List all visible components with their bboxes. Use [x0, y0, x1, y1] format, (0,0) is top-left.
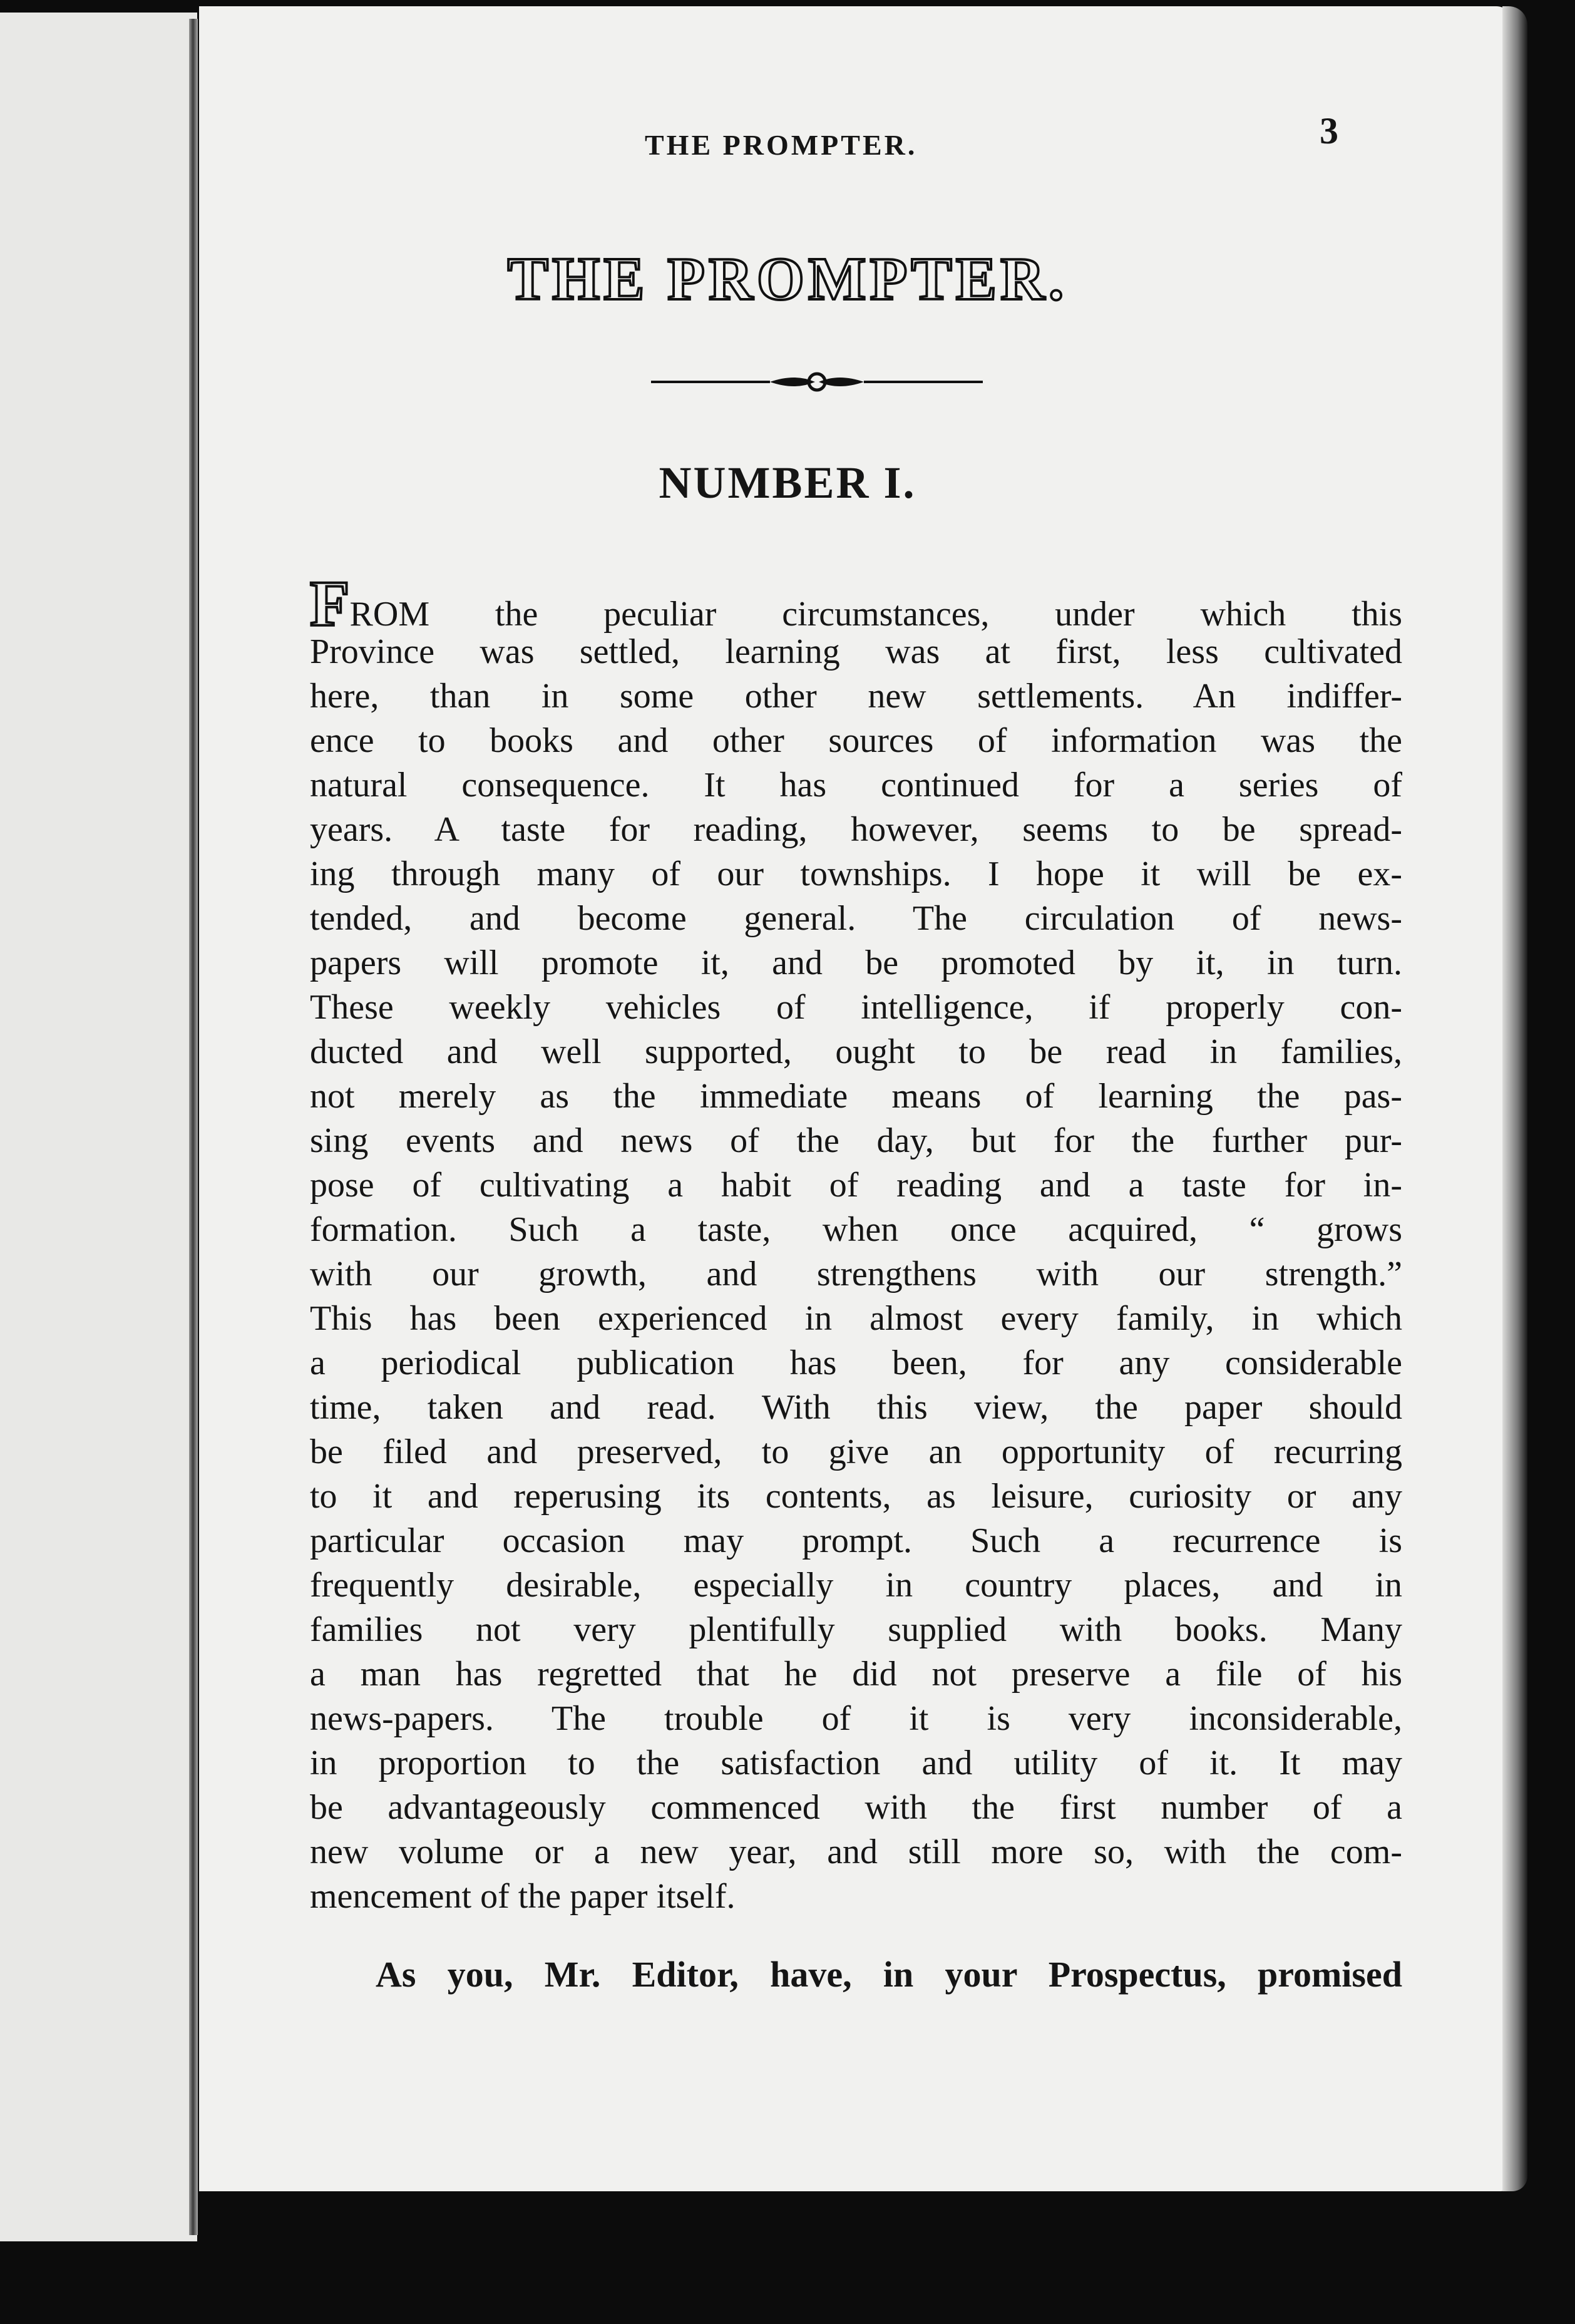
body-line: a periodical publication has been, for any considerable	[310, 1344, 1402, 1382]
body-line: frequently desirable, especially in country places, and in	[310, 1566, 1402, 1605]
facing-page-margin	[0, 13, 197, 2241]
body-line: particular occasion may prompt. Such a recurrence is	[310, 1521, 1402, 1560]
body-line: years. A taste for reading, however, seems to be spread-	[310, 810, 1402, 849]
body-line: natural consequence. It has continued for a series of	[310, 766, 1402, 805]
paragraph-start-line: As you, Mr. Editor, have, in your Prospectus, promised	[376, 1954, 1402, 1995]
body-line: be filed and preserved, to give an opportunity of recurring	[310, 1432, 1402, 1471]
body-line: papers will promote it, and be promoted by it, in turn.	[310, 943, 1402, 982]
body-line: pose of cultivating a habit of reading and a taste for in-	[310, 1166, 1402, 1205]
body-line: ducted and well supported, ought to be read in families,	[310, 1032, 1402, 1071]
body-line: families not very plentifully supplied with books. Many	[310, 1610, 1402, 1649]
body-text	[310, 568, 1402, 1919]
body-line: ing through many of our townships. I hope it will be ex-	[310, 855, 1402, 893]
body-line: These weekly vehicles of intelligence, if properly con-	[310, 988, 1402, 1027]
page-number: 3	[1320, 110, 1338, 152]
body-line: here, than in some other new settlements. An indiffer-	[310, 677, 1402, 716]
page-title: THE PROMPTER.	[507, 245, 1068, 313]
body-line: be advantageously commenced with the first number of a	[310, 1788, 1402, 1827]
ornament-rule-icon	[651, 363, 983, 401]
body-line: new volume or a new year, and still more so, with the com-	[310, 1833, 1402, 1871]
body-line: ence to books and other sources of information was the	[310, 721, 1402, 760]
running-head: THE PROMPTER.	[645, 129, 918, 161]
body-line: to it and reperusing its contents, as leisure, curiosity or any	[310, 1477, 1402, 1516]
body-line: news-papers. The trouble of it is very inconsiderable,	[310, 1699, 1402, 1738]
body-line: formation. Such a taste, when once acquired, “ grows	[310, 1210, 1402, 1249]
body-line: tended, and become general. The circulation of news-	[310, 899, 1402, 938]
section-heading: NUMBER I.	[659, 458, 916, 508]
body-line: not merely as the immediate means of learning the pas-	[310, 1077, 1402, 1116]
body-line: with our growth, and strengthens with our strength.”	[310, 1255, 1402, 1293]
body-line: time, taken and read. With this view, the paper should	[310, 1388, 1402, 1427]
body-first-line	[310, 568, 1402, 640]
page-edge-shadow	[1502, 6, 1527, 2191]
body-line: mencement of the paper itself.	[310, 1877, 736, 1916]
body-line: a man has regretted that he did not preserve a file of his	[310, 1655, 1402, 1694]
body-line: Province was settled, learning was at first, less cultivated	[310, 632, 1402, 671]
drop-cap: F	[310, 568, 350, 640]
body-line: in proportion to the satisfaction and utility of it. It may	[310, 1744, 1402, 1782]
book-gutter	[189, 19, 198, 2235]
first-line-text: ROM the peculiar circumstances, under which this	[349, 595, 1402, 634]
body-line: sing events and news of the day, but for the further pur-	[310, 1121, 1402, 1160]
body-line: This has been experienced in almost every family, in which	[310, 1299, 1402, 1338]
